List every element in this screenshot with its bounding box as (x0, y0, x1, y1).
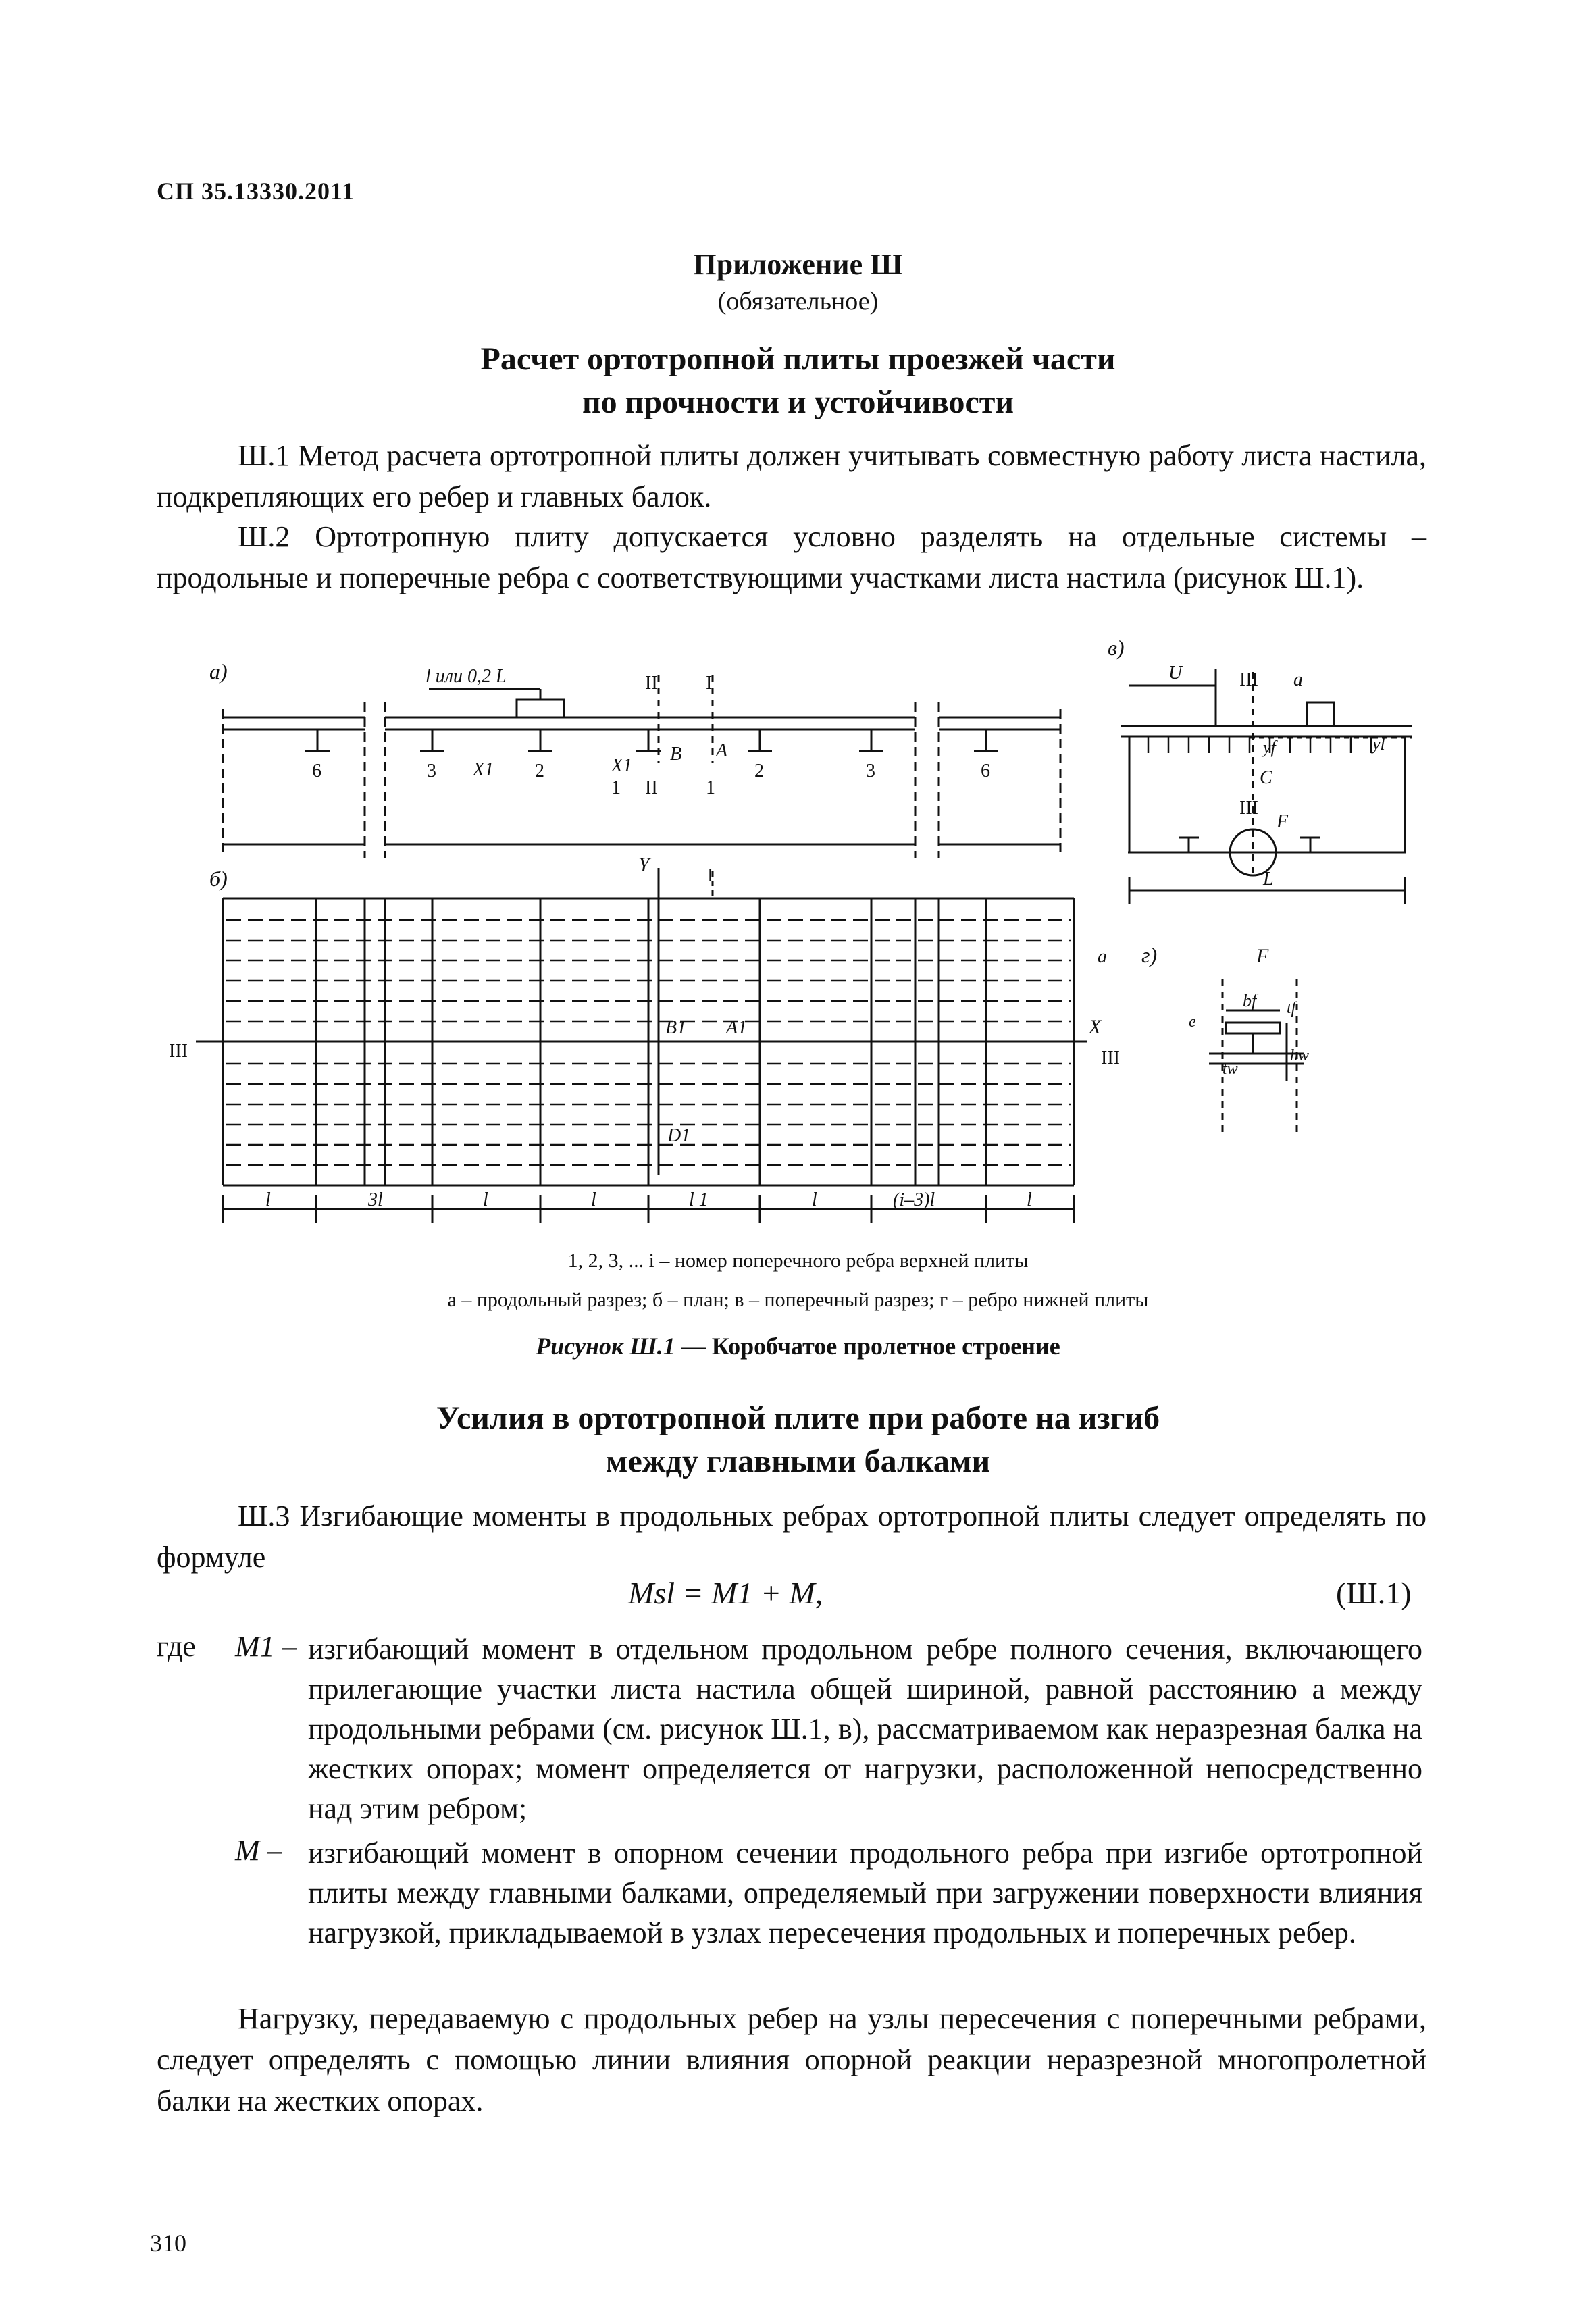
label-rib-6-left: 6 (312, 761, 321, 781)
label-e: e (1189, 1013, 1196, 1031)
label-rib-2-left: 2 (535, 761, 544, 781)
label-axis-X: X (1089, 1016, 1102, 1038)
figure-note-rib-numbers: 1, 2, 3, ... i – номер поперечного ребра верхней плиты (567, 1250, 1029, 1272)
dim-label-4: l (591, 1189, 596, 1210)
label-rib-3-left: 3 (427, 761, 436, 781)
dim-label-5: l 1 (689, 1189, 709, 1210)
label-yf: yf (1263, 738, 1276, 757)
dim-label-2: 3l (368, 1189, 383, 1210)
section-heading-line2: между главными балками (605, 1443, 991, 1479)
label-axis-Y: Y (638, 854, 650, 876)
label-point-C: C (1260, 767, 1272, 788)
label-point-B1: B1 (665, 1017, 687, 1038)
label-section-I: I (706, 673, 713, 694)
label-yl: yl (1372, 734, 1385, 754)
dim-label-6: l (812, 1189, 817, 1210)
label-point-A: A (716, 740, 728, 761)
dim-label-8: l (1027, 1189, 1032, 1210)
dim-label-7: (i–3)l (893, 1189, 935, 1210)
label-F-cross: F (1277, 811, 1289, 832)
label-point-D1: D1 (667, 1125, 691, 1146)
label-X1-left: X1 (473, 759, 494, 780)
figure-caption-label: Рисунок Ш.1 (536, 1333, 675, 1360)
appendix-heading-line2: по прочности и устойчивости (582, 384, 1014, 420)
label-rib-3-right: 3 (866, 761, 875, 781)
label-point-B: B (670, 744, 682, 765)
dim-label-3: l (483, 1189, 488, 1210)
dim-label-1: l (265, 1189, 271, 1210)
label-section-III-right: III (1101, 1048, 1120, 1069)
paragraph-sh1: Ш.1 Метод расчета ортотропной плиты должен учитывать совместную работу листа настила, подкрепляющих его ребер и главных балок. (157, 439, 1426, 513)
label-F-rib: F (1256, 945, 1269, 967)
label-l-or-L: l или 0,2 L (426, 666, 507, 687)
label-section-I-plan: I (707, 865, 714, 886)
label-tf: tf (1287, 1000, 1296, 1017)
paragraph-sh2: Ш.2 Ортотропную плиту допускается условно разделять на отдельные системы – продольные и поперечные ребра с соответствующими участками листа настила (рисунок Ш.1). (157, 520, 1426, 594)
panel-label-a: а) (209, 659, 228, 684)
formula-number: (Ш.1) (1336, 1576, 1412, 1610)
paragraph-sh3: Ш.3 Изгибающие моменты в продольных ребрах ортотропной плиты следует определять по формуле (157, 1499, 1426, 1574)
page-number: 310 (150, 2230, 186, 2257)
label-point-A1: A1 (726, 1017, 748, 1038)
paragraph-load-transfer: Нагрузку, передаваемую с продольных ребер на узлы пересечения с поперечными ребрами, следует определять с помощью линии влияния опорной реакции неразрезной многопролетной балки на жестких опорах. (157, 2002, 1426, 2117)
appendix-subtitle: (обязательное) (717, 287, 879, 315)
panel-label-g: г) (1141, 943, 1158, 967)
formula-msl: Msl = M1 + M, (628, 1576, 823, 1610)
panel-label-v: в) (1108, 636, 1125, 660)
figure-note-panels: а – продольный разрез; б – план; в – поперечный разрез; г – ребро нижней плиты (447, 1289, 1149, 1311)
label-L-cross: L (1263, 869, 1274, 890)
label-tw: tw (1222, 1060, 1238, 1078)
figure-caption (0, 1332, 1596, 1360)
label-section-III-left: III (169, 1041, 188, 1062)
label-spacing-a: a (1098, 946, 1107, 967)
label-a-cross: a (1293, 669, 1303, 690)
label-section-III-cross: III (1239, 669, 1258, 690)
label-section-II: II (645, 673, 658, 694)
label-section-III-cross-bottom: III (1239, 798, 1258, 819)
panel-label-b: б) (209, 867, 228, 891)
section-heading-line1: Усилия в ортотропной плите при работе на изгиб (436, 1400, 1160, 1436)
label-hw: hw (1290, 1047, 1310, 1064)
label-U: U (1168, 663, 1183, 684)
def-m-text: изгибающий момент в опорном сечении продольного ребра при изгибе ортотропной плиты между главными балками, определяемый при загружении поверхности влияния нагрузкой, прикладываемой в узлах пересечения продольных и поперечных ребер. (308, 1836, 1422, 1949)
label-bf: bf (1243, 991, 1257, 1010)
label-rib-1-left: 1 (611, 777, 621, 798)
label-rib-6-right: 6 (981, 761, 990, 781)
appendix-title: Приложение Ш (693, 248, 903, 281)
label-section-II-bottom: II (645, 777, 658, 798)
def-m1-symbol: M1 – (235, 1630, 297, 1663)
label-rib-2-right: 2 (754, 761, 764, 781)
def-m-symbol: M – (235, 1834, 282, 1867)
def-m1-text: изгибающий момент в отдельном продольном ребре полного сечения, включающего прилегающие участки листа настила общей шириной, равной расстоянию a между продольными ребрами (см. рисунок Ш.1, в), рассматриваемом как неразрезная балка на жестких опорах; момент определяется от нагрузки, расположенной непосредственно над этим ребром; (308, 1632, 1422, 1825)
appendix-heading-line1: Расчет ортотропной плиты проезжей части (480, 341, 1116, 377)
label-section-I-bottom: 1 (706, 777, 715, 798)
where-label: где (157, 1630, 196, 1663)
label-X1-right: X1 (611, 755, 633, 776)
figure-caption-text: — Коробчатое пролетное строение (675, 1333, 1060, 1360)
document-code: СП 35.13330.2011 (157, 178, 355, 205)
